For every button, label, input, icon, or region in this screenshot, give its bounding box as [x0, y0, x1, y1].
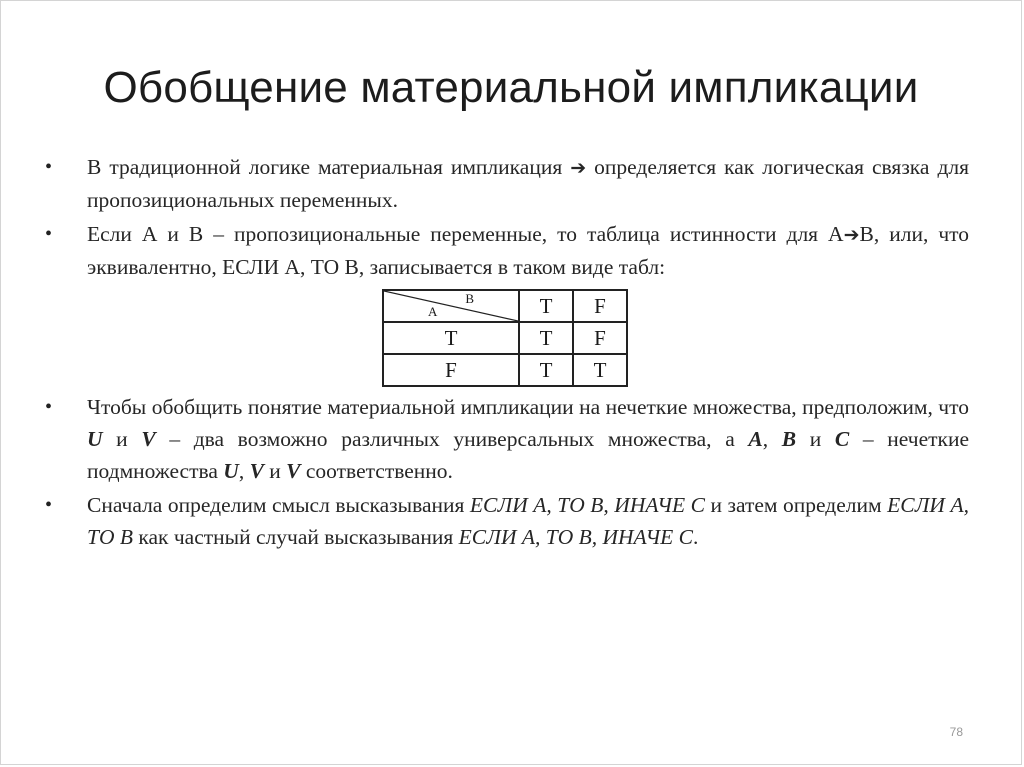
truth-table-corner-cell	[383, 290, 519, 322]
bullet-dot-icon: •	[45, 156, 53, 178]
statement-italic: ЕСЛИ А, ТО В, ИНАЧЕ С	[469, 493, 705, 517]
conj: и	[116, 427, 128, 451]
arrow-icon: ➔	[843, 224, 860, 246]
bullet-dot-icon: •	[45, 223, 53, 245]
slide-title: Обобщение материальной импликации	[103, 63, 919, 112]
bullet-4-text-b: и затем определим	[710, 493, 882, 517]
corner-label-b: В	[465, 291, 474, 306]
truth-table	[382, 289, 628, 387]
set-u: U	[223, 459, 239, 483]
truth-table-cell: T	[573, 354, 627, 386]
bullet-1-text-a: В традиционной логике материальная импликация	[87, 155, 563, 179]
bullet-3-text-c: – нечеткие подмножества	[87, 427, 970, 483]
bullet-1-text-b: определяется как логическая связка для пропозициональных переменных.	[87, 155, 970, 212]
truth-table-row-label: F	[383, 354, 519, 386]
bullet-3-text-d: соответственно.	[305, 459, 453, 483]
bullet-2-text-b: В, или, что эквивалентно, ЕСЛИ А, ТО В, записывается в таком виде табл:	[87, 222, 969, 279]
page-number: 78	[949, 725, 963, 739]
bullet-2	[45, 218, 969, 283]
set-v: V	[141, 427, 156, 451]
truth-table-cell: T	[519, 354, 573, 386]
bullet-3: • Чтобы обобщить понятие материальной импликации на нечеткие множества, предположим, что U и V – два возможно различных универсальных множества, а A, B и C – нечеткие подмножества U, V и V соответственно.	[45, 391, 969, 487]
truth-table-header: T	[519, 290, 573, 322]
conj: и	[809, 427, 822, 451]
bullet-2-text-a: Если А и В – пропозициональные переменные, то таблица истинности для А	[87, 222, 844, 246]
truth-table-cell: F	[573, 322, 627, 354]
truth-table-cell: T	[519, 322, 573, 354]
bullet-3-text-b: – два возможно различных универсальных множества, а	[169, 427, 735, 451]
truth-table-row	[383, 322, 627, 354]
statement-italic: ЕСЛИ А, ТО В, ИНАЧЕ С	[458, 525, 693, 549]
bullet-dot-icon: •	[45, 396, 53, 418]
truth-table-row	[383, 354, 627, 386]
truth-table-header-row	[383, 290, 627, 322]
arrow-icon: ➔	[570, 157, 587, 179]
corner-label-a: А	[428, 304, 438, 319]
bullet-3-text-a: Чтобы обобщить понятие материальной импликации на нечеткие множества, предположим, что	[87, 395, 969, 419]
bullet-4: • Сначала определим смысл высказывания ЕСЛИ А, ТО В, ИНАЧЕ С и затем определим ЕСЛИ А, ТО В как частный случай высказывания ЕСЛИ А, ТО В, ИНАЧЕ С.	[45, 489, 969, 553]
set-v: V	[249, 459, 264, 483]
slide-content	[45, 151, 969, 553]
set-u: U	[87, 427, 103, 451]
set-a: A	[748, 427, 763, 451]
diagonal-divider	[384, 291, 518, 321]
truth-table-row-label: T	[383, 322, 519, 354]
bullet-dot-icon: •	[45, 494, 53, 516]
set-b: B	[781, 427, 797, 451]
bullet-4-text-a: Сначала определим смысл высказывания	[87, 493, 465, 517]
statement-italic: ЕСЛИ А, ТО В	[87, 493, 969, 549]
set-v: V	[286, 459, 301, 483]
bullet-1	[45, 151, 969, 216]
truth-table-container	[45, 289, 969, 389]
truth-table-header: F	[573, 290, 627, 322]
bullet-4-text-c: как частный случай высказывания	[138, 525, 454, 549]
conj: и	[269, 459, 281, 483]
set-c: C	[834, 427, 850, 451]
